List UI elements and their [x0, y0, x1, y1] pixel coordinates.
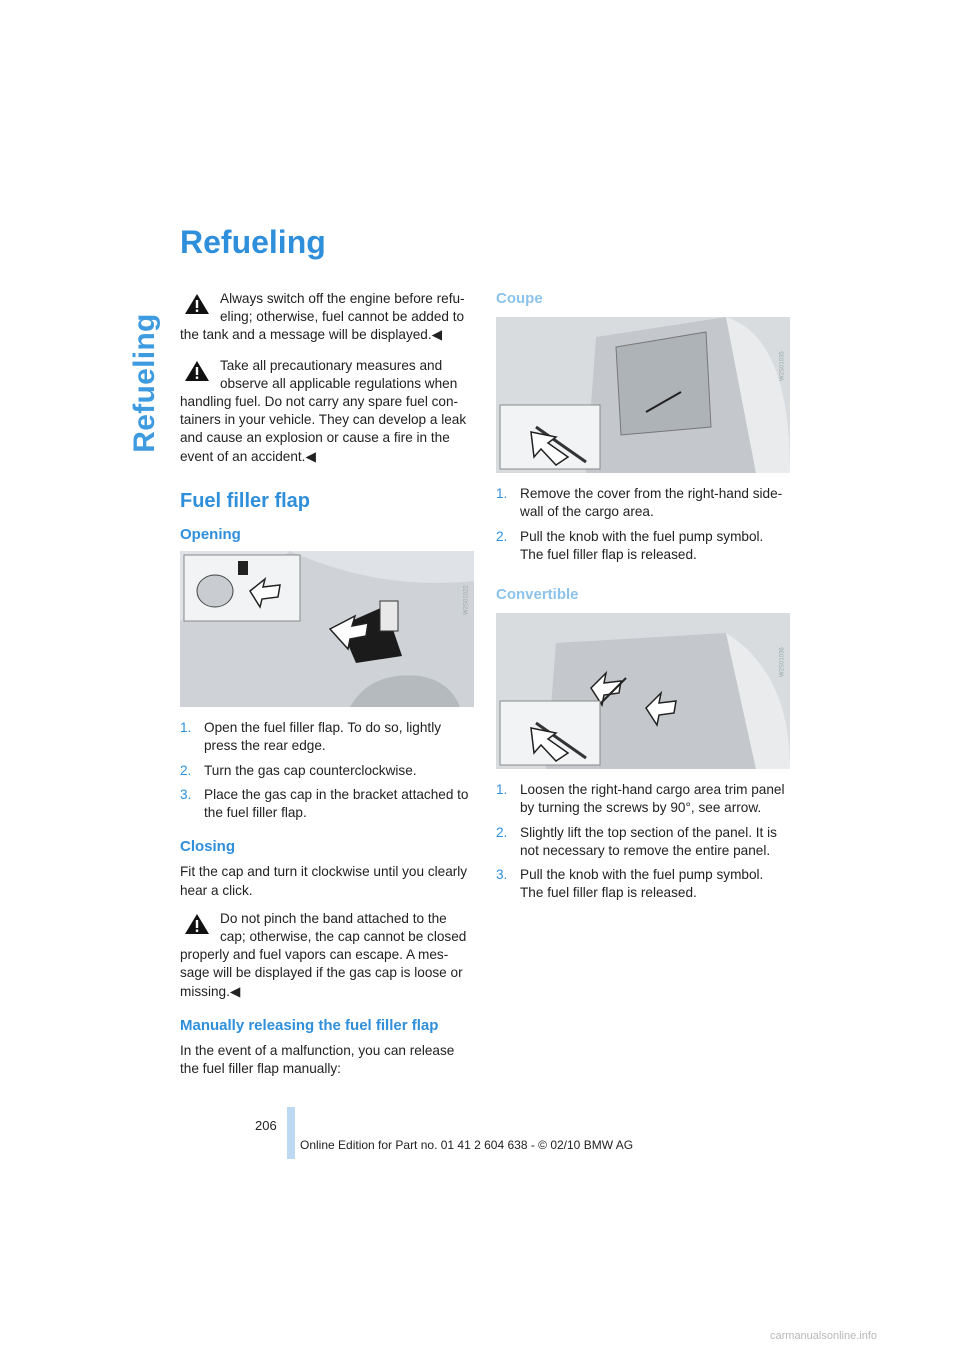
section-heading-fuel-filler-flap: Fuel filler flap [180, 489, 311, 512]
manual-release-text: In the event of a malfunction, you can release the fuel filler flap manually: [180, 1043, 455, 1077]
figure-code: W2S01036 [780, 647, 787, 678]
warning-precautions [180, 357, 472, 466]
convertible-cargo-illustration [496, 613, 790, 769]
warning-text: Do not pinch the band attached to the cap; otherwise, the cap cannot be closed properly and fuel vapors can escape. A mes-sage will be displayed if the gas cap is loose or missing. [180, 910, 467, 999]
subheading-convertible: Convertible [496, 586, 579, 604]
list-item: 1. Remove the cover from the right-hand side-wall of the cargo area. [496, 486, 783, 520]
page-number: 206 [255, 1118, 277, 1133]
right-column [496, 290, 788, 908]
warning-text: Take all precautionary measures and observe all applicable regulations when handling fuel. Do not carry any spare fuel con-tainers in your vehicle. They can develop a leak and cause an explosion or cause a fire in the event of an accident. [180, 357, 467, 464]
list-item: 1. Open the fuel filler flap. To do so, lightly press the rear edge. [180, 720, 442, 754]
subheading-manual-release: Manually releasing the fuel filler flap [180, 1016, 439, 1034]
watermark: carmanualsonline.info [770, 1330, 878, 1342]
warning-text: Always switch off the engine before refu-eling; otherwise, fuel cannot be added to the tank and a message will be displayed. [180, 291, 465, 343]
convertible-cargo-drawing [496, 613, 790, 769]
convertible-steps [496, 781, 788, 902]
warning-triangle-icon [184, 913, 210, 935]
end-mark: ◀ [431, 327, 443, 343]
left-column [180, 290, 472, 1088]
list-item: 3. Pull the knob with the fuel pump symbol. The fuel filler flap is released. [496, 867, 764, 901]
coupe-cargo-drawing [496, 317, 790, 473]
car-side-drawing [180, 551, 474, 707]
list-item: 2. Pull the knob with the fuel pump symbol. The fuel filler flap is released. [496, 528, 764, 562]
figure-code: W2S01022 [464, 585, 471, 616]
end-mark: ◀ [305, 448, 316, 464]
warning-triangle-icon [184, 360, 210, 382]
coupe-steps [496, 485, 788, 564]
figure-code: W2S01035 [780, 351, 787, 382]
list-item: 1. Loosen the right-hand cargo area trim panel by turning the screws by 90°, see arrow. [496, 782, 785, 816]
subheading-closing: Closing [180, 838, 235, 856]
side-chapter-tab [128, 228, 162, 538]
subheading-coupe: Coupe [496, 290, 543, 307]
warning-triangle-icon [184, 293, 210, 315]
page-title: Refueling [180, 224, 326, 260]
footer-edition-text: Online Edition for Part no. 01 41 2 604 638 - © 02/10 BMW AG [300, 1138, 634, 1152]
warning-pinch-band [180, 910, 472, 1001]
warning-engine-off [180, 290, 472, 345]
end-mark: ◀ [229, 983, 241, 999]
list-item: 2. Turn the gas cap counterclockwise. [180, 762, 417, 778]
subheading-opening: Opening [180, 526, 241, 544]
footer-accent-bar [287, 1107, 295, 1159]
side-chapter-label: Refueling [128, 313, 161, 453]
fuel-filler-flap-illustration [180, 551, 474, 707]
list-item: 3. Place the gas cap in the bracket attached to the fuel filler flap. [180, 786, 469, 821]
closing-text: Fit the cap and turn it clockwise until you clearly hear a click. [180, 864, 468, 898]
coupe-cargo-illustration [496, 317, 790, 473]
list-item: 2. Slightly lift the top section of the panel. It is not necessary to remove the entire panel. [496, 824, 777, 858]
opening-steps [180, 719, 472, 822]
